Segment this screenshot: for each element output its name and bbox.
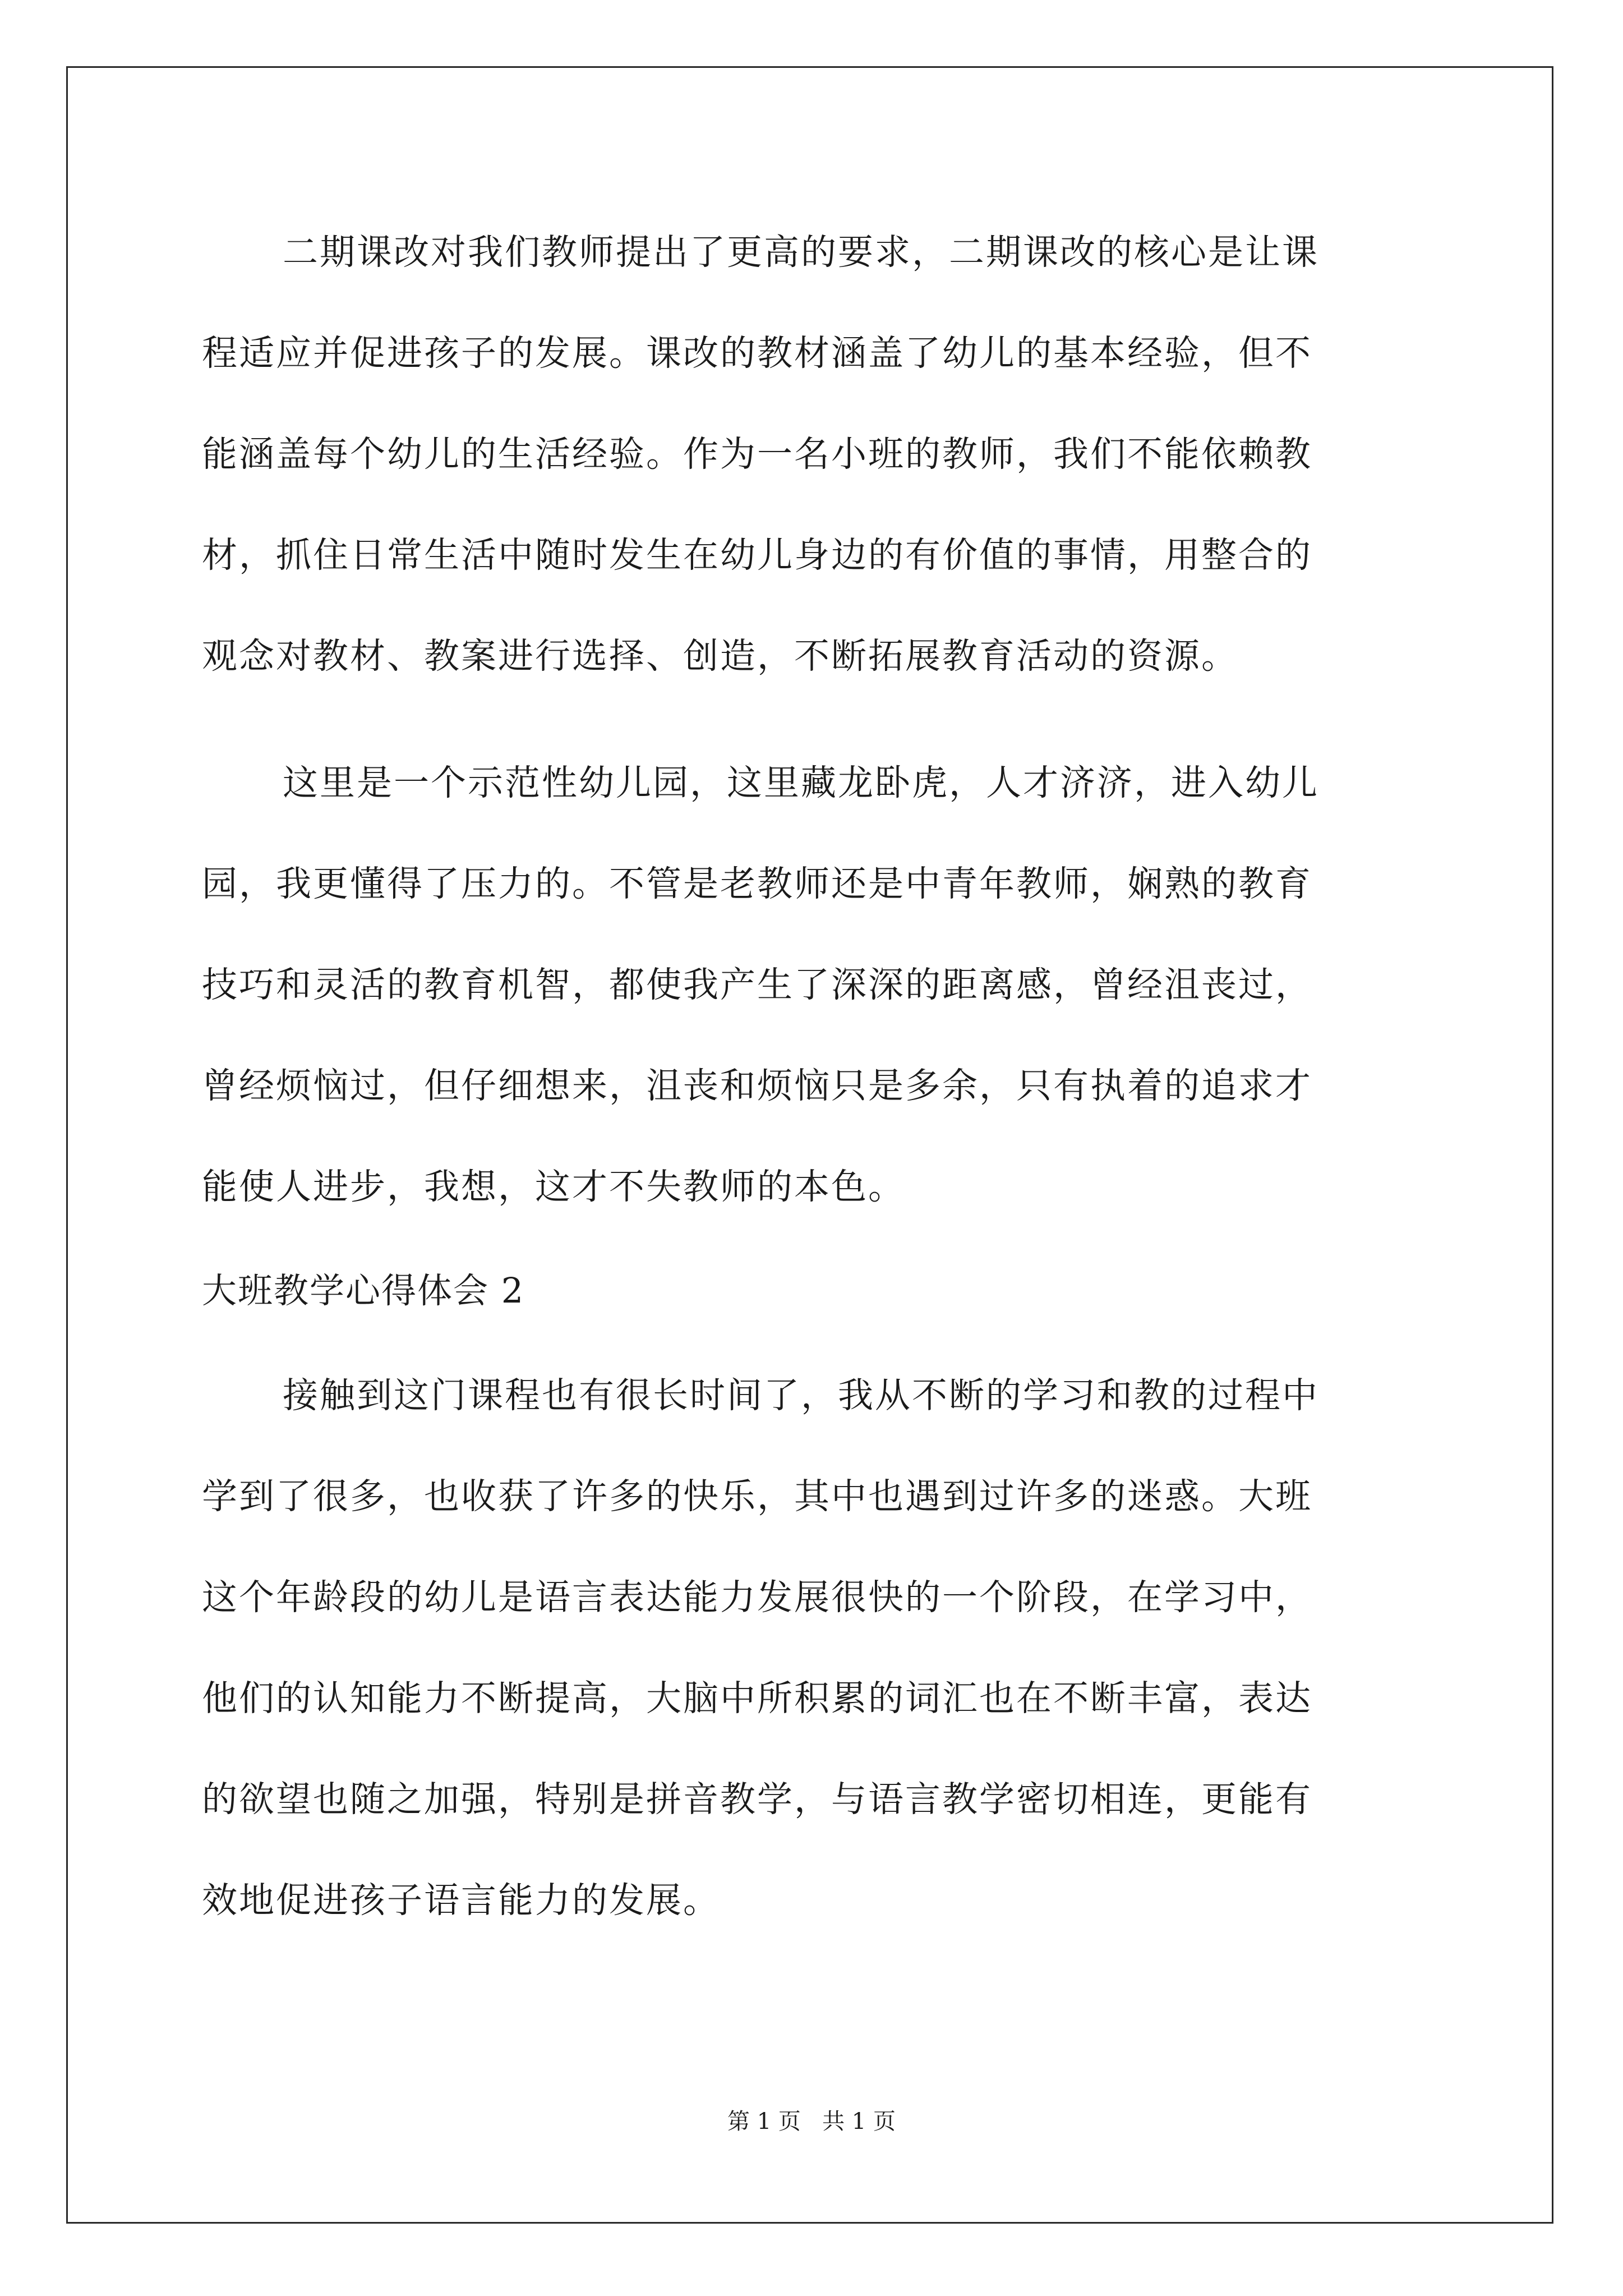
paragraph-2-line-3: 技巧和灵活的教育机智，都使我产生了深深的距离感，曾经沮丧过， [202, 964, 1312, 1005]
paragraph-1-line-3: 能涵盖每个幼儿的生活经验。作为一名小班的教师，我们不能依赖教 [202, 434, 1312, 475]
paragraph-3-line-2: 学到了很多，也收获了许多的快乐，其中也遇到过许多的迷惑。大班 [202, 1476, 1312, 1517]
paragraph-2-line-1: 这里是一个示范性幼儿园，这里藏龙卧虎，人才济济，进入幼儿 [283, 762, 1319, 803]
paragraph-1-line-5: 观念对教材、教案进行选择、创造，不断拓展教育活动的资源。 [202, 636, 1238, 677]
paragraph-1-line-2: 程适应并促进孩子的发展。课改的教材涵盖了幼儿的基本经验，但不 [202, 333, 1312, 374]
paragraph-1-line-1: 二期课改对我们教师提出了更高的要求，二期课改的核心是让课 [283, 232, 1319, 273]
paragraph-1-line-4: 材，抓住日常生活中随时发生在幼儿身边的有价值的事情，用整合的 [202, 535, 1312, 576]
paragraph-2-line-5: 能使人进步，我想，这才不失教师的本色。 [202, 1166, 905, 1207]
paragraph-3-line-1: 接触到这门课程也有很长时间了，我从不断的学习和教的过程中 [283, 1375, 1319, 1416]
page-number-footer: 第 1 页 共 1 页 [727, 2109, 896, 2134]
paragraph-2-line-2: 园，我更懂得了压力的。不管是老教师还是中青年教师，娴熟的教育 [202, 863, 1312, 904]
paragraph-2-line-4: 曾经烦恼过，但仔细想来，沮丧和烦恼只是多余，只有执着的追求才 [202, 1065, 1312, 1106]
paragraph-3-line-6: 效地促进孩子语言能力的发展。 [202, 1880, 720, 1921]
paragraph-3-line-4: 他们的认知能力不断提高，大脑中所积累的词汇也在不断丰富，表达 [202, 1678, 1312, 1719]
paragraph-3-line-5: 的欲望也随之加强，特别是拼音教学，与语言教学密切相连，更能有 [202, 1779, 1312, 1820]
paragraph-3-line-3: 这个年龄段的幼儿是语言表达能力发展很快的一个阶段，在学习中， [202, 1577, 1312, 1618]
section-heading: 大班教学心得体会 2 [202, 1270, 525, 1311]
